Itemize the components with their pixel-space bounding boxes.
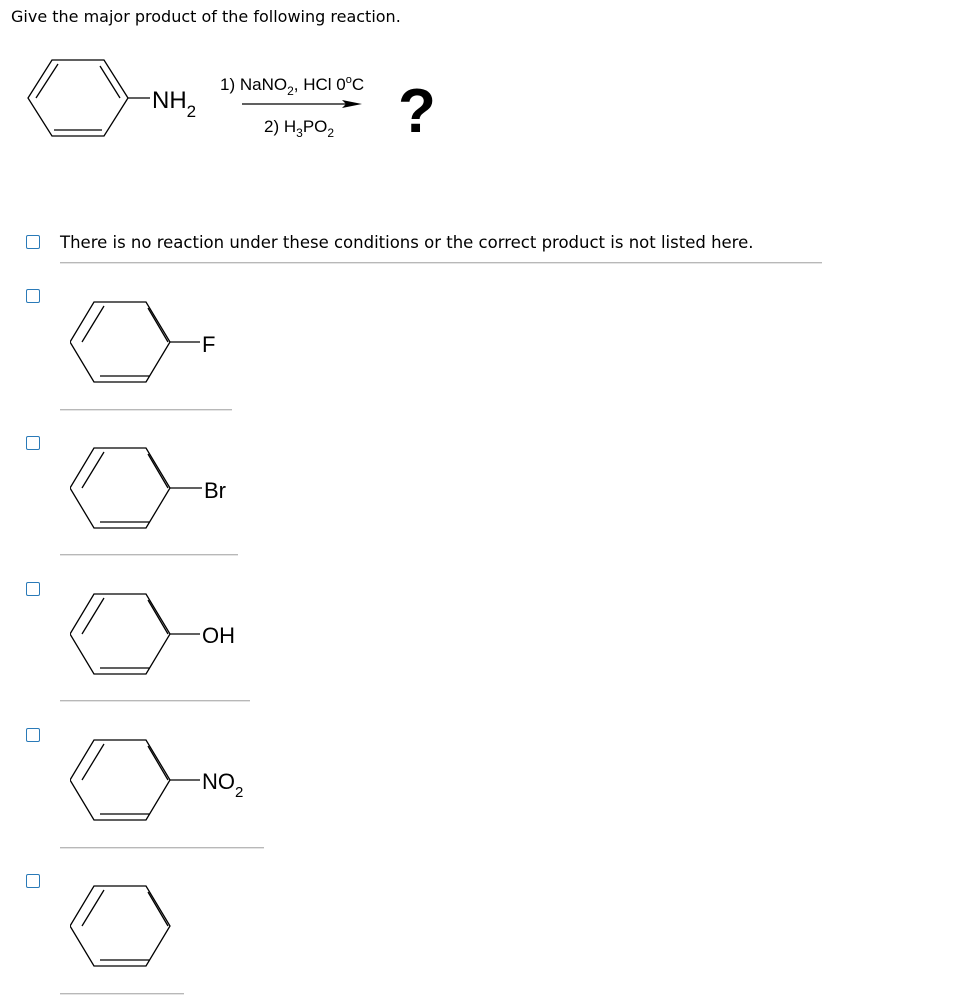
option-text: There is no reaction under these conditions or the correct product is not listed here. xyxy=(60,233,754,252)
reagent-step1: 1) NaNO$_2$, HCl 0$^o$C xyxy=(220,74,365,98)
option-checkbox-nitrobenzene[interactable] xyxy=(26,728,40,742)
option-divider xyxy=(60,554,238,556)
option-divider xyxy=(60,409,232,411)
question-prompt: Give the major product of the following reaction. xyxy=(11,7,401,26)
substituent-label: Br xyxy=(204,478,226,503)
structure-nitrobenzene xyxy=(70,736,270,826)
substituent-label: OH xyxy=(202,623,235,648)
structure-benzene xyxy=(70,882,180,972)
substituent-label: $NO_2$ xyxy=(202,769,244,801)
option-divider xyxy=(60,700,250,702)
option-checkbox-benzene[interactable] xyxy=(26,874,40,888)
option-checkbox-bromobenzene[interactable] xyxy=(26,436,40,450)
unknown-product: ? xyxy=(398,77,436,146)
reaction-scheme xyxy=(24,56,444,156)
substituent-label: F xyxy=(202,332,216,357)
structure-fluorobenzene xyxy=(70,298,240,388)
option-divider xyxy=(60,262,822,264)
reactant-group: $NH_2$ xyxy=(152,87,197,121)
reagent-step2: 2) $H_3PO_2$ xyxy=(264,117,335,140)
structure-bromobenzene xyxy=(70,444,250,534)
structure-phenol xyxy=(70,590,260,680)
option-checkbox-fluorobenzene[interactable] xyxy=(26,289,40,303)
benzene-ring-reactant xyxy=(28,60,128,136)
option-divider xyxy=(60,847,264,849)
option-divider xyxy=(60,993,184,995)
option-checkbox[interactable] xyxy=(26,235,40,249)
option-checkbox-phenol[interactable] xyxy=(26,582,40,596)
